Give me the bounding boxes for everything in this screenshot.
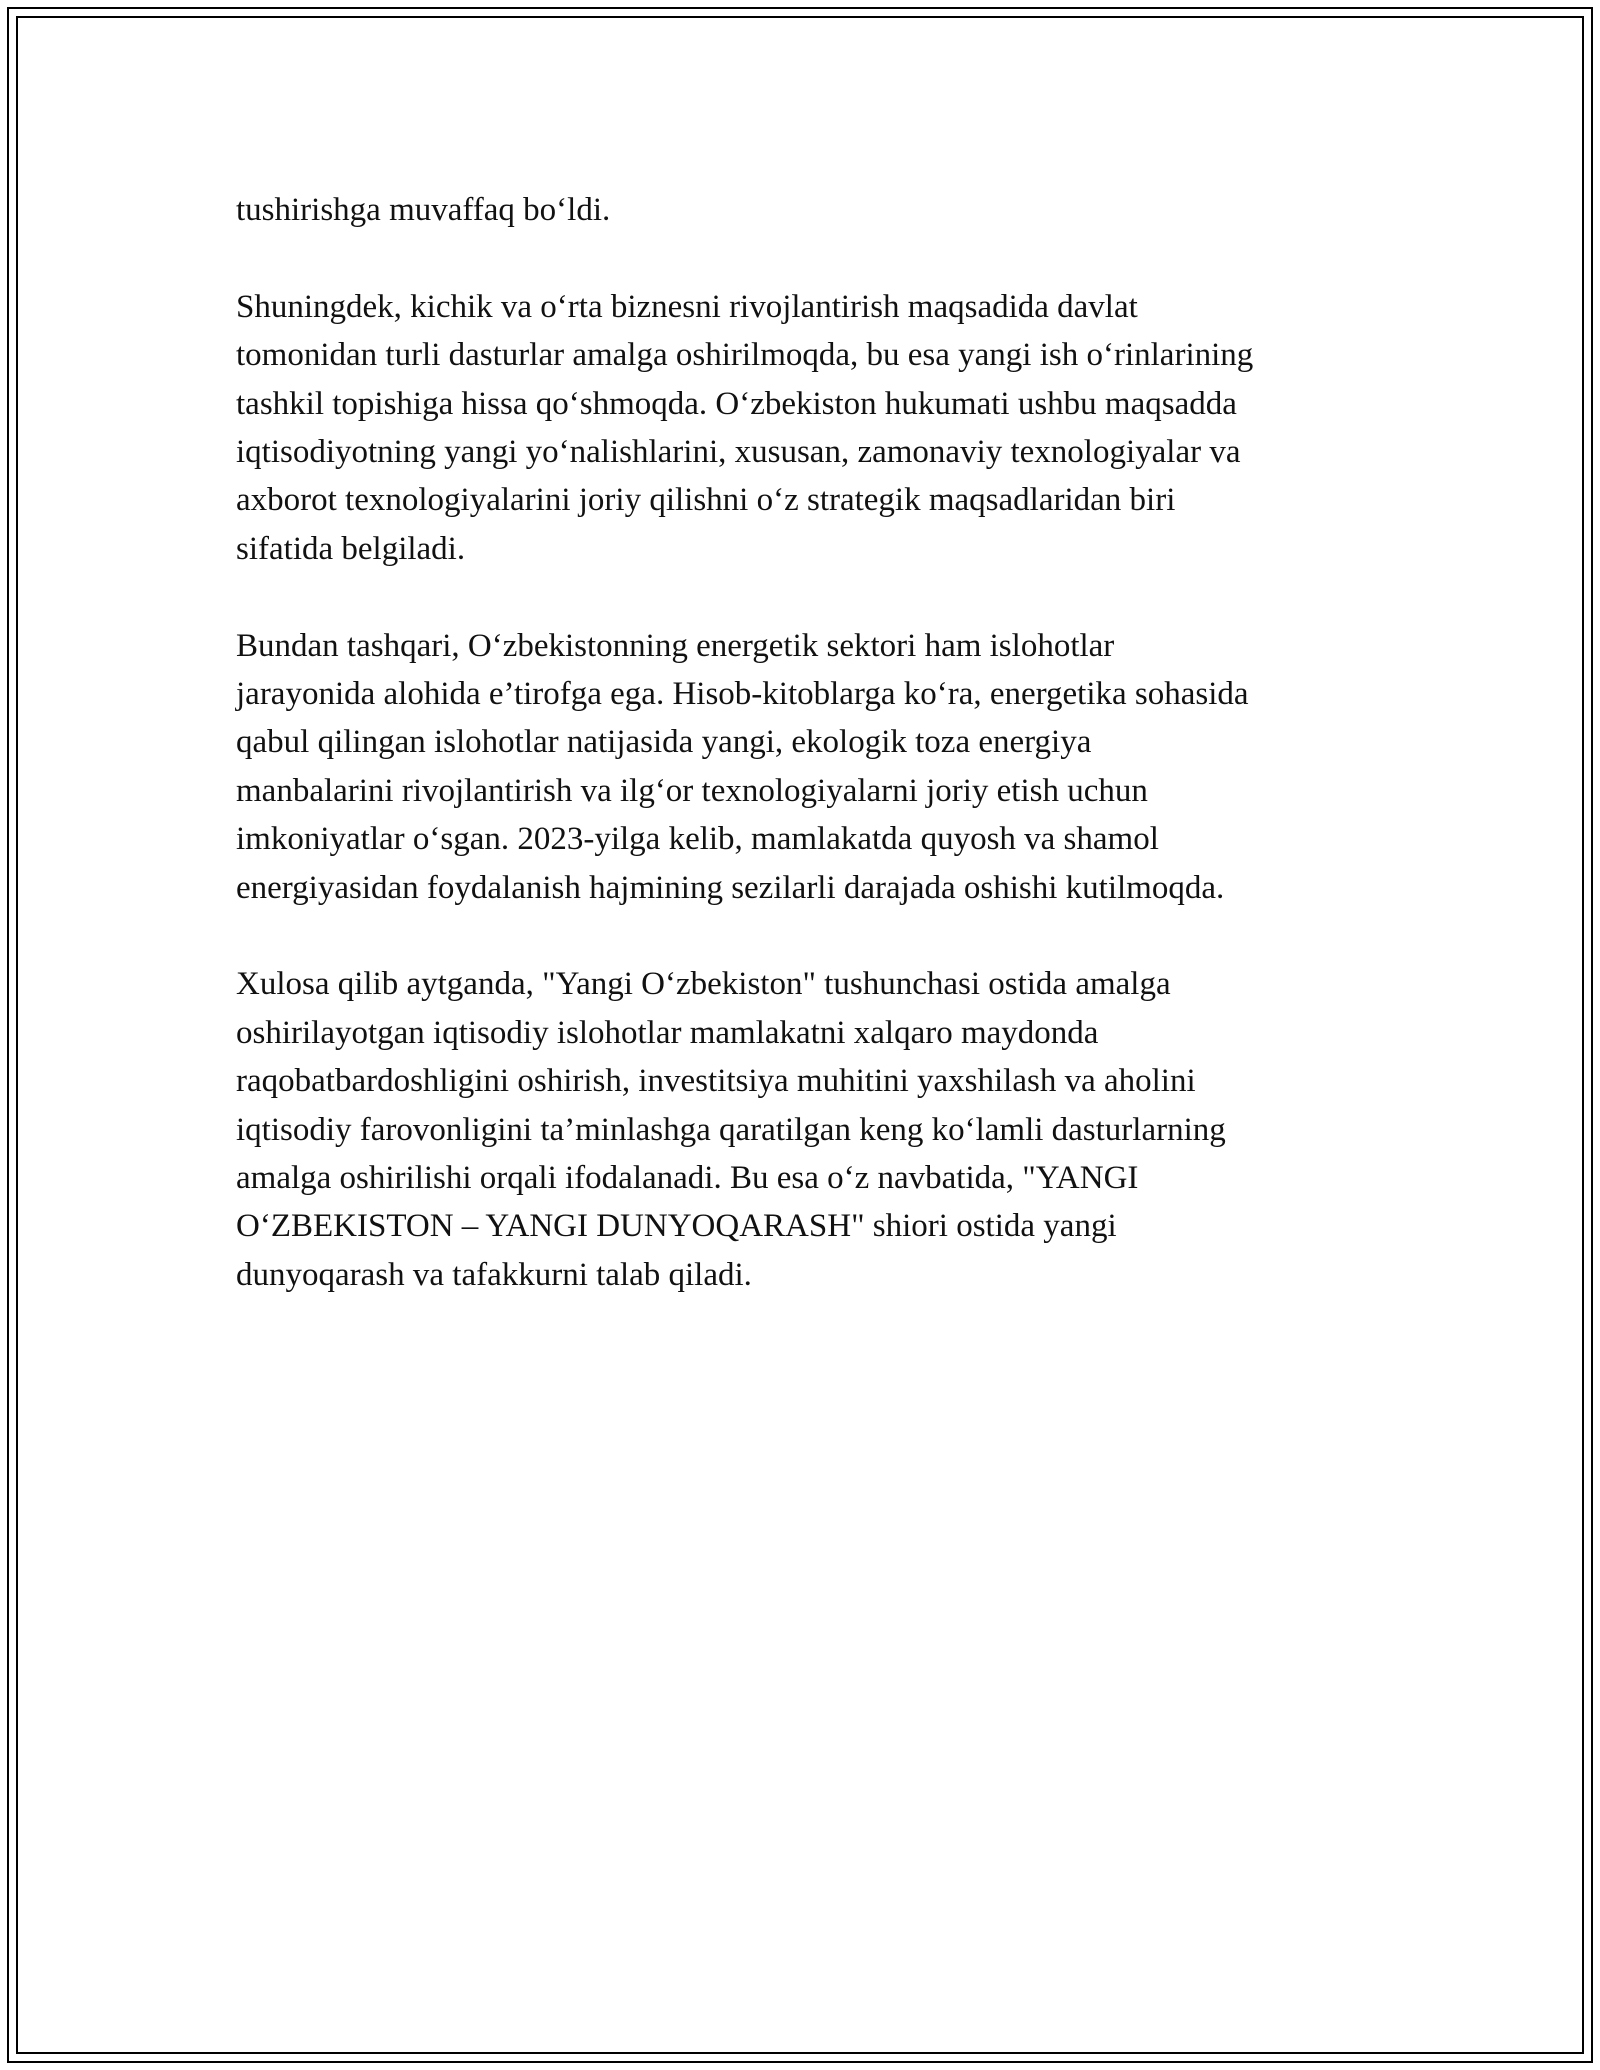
- text-line: oshirilayotgan iqtisodiy islohotlar mamlakatni xalqaro maydonda: [236, 1014, 1099, 1051]
- text-line: tushirishga muvaffaq boʻldi.: [236, 192, 611, 228]
- text-line: iqtisodiy farovonligini ta’minlashga qaratilgan keng koʻlamli dasturlarning: [236, 1111, 1226, 1148]
- text-line: OʻZBEKISTON – YANGI DUNYOQARASH" shiori ostida yangi: [236, 1208, 1117, 1245]
- text-line: tashkil topishiga hissa qoʻshmoqda. Oʻzbekiston hukumati ushbu maqsadda: [236, 385, 1237, 422]
- text-line: imkoniyatlar oʻsgan. 2023-yilga kelib, mamlakatda quyosh va shamol: [236, 821, 1159, 858]
- text-line: axborot texnologiyalarini joriy qilishni oʻz strategik maqsadlaridan biri: [236, 482, 1176, 519]
- text-line: iqtisodiyotning yangi yoʻnalishlarini, xususan, zamonaviy texnologiyalar va: [236, 434, 1241, 471]
- paragraph-2: [236, 283, 1396, 573]
- text-line: amalga oshirilishi orqali ifodalanadi. Bu esa oʻz navbatida, "YANGI: [236, 1160, 1139, 1197]
- text-line: qabul qilingan islohotlar natijasida yangi, ekologik toza energiya: [236, 724, 1092, 761]
- text-line: Bundan tashqari, Oʻzbekistonning energetik sektori ham islohotlar: [236, 627, 1115, 664]
- paragraph-3: [236, 622, 1396, 912]
- text-line: manbalarini rivojlantirish va ilgʻor texnologiyalarni joriy etish uchun: [236, 772, 1148, 809]
- paragraph-1: [236, 186, 1396, 234]
- text-line: dunyoqarash va tafakkurni talab qiladi.: [236, 1256, 752, 1293]
- text-line: tomonidan turli dasturlar amalga oshirilmoqda, bu esa yangi ish oʻrinlarining: [236, 337, 1254, 374]
- document-body: [236, 186, 1396, 1348]
- text-line: jarayonida alohida e’tirofga ega. Hisob-kitoblarga koʻra, energetika sohasida: [236, 676, 1249, 713]
- text-line: Xulosa qilib aytganda, "Yangi Oʻzbekiston" tushunchasi ostida amalga: [236, 966, 1171, 1003]
- text-line: energiyasidan foydalanish hajmining sezilarli darajada oshishi kutilmoqda.: [236, 869, 1225, 906]
- text-line: Shuningdek, kichik va oʻrta biznesni rivojlantirish maqsadida davlat: [236, 288, 1138, 325]
- text-line: raqobatbardoshligini oshirish, investitsiya muhitini yaxshilash va aholini: [236, 1063, 1196, 1100]
- text-line: sifatida belgiladi.: [236, 530, 466, 567]
- paragraph-4: [236, 960, 1396, 1299]
